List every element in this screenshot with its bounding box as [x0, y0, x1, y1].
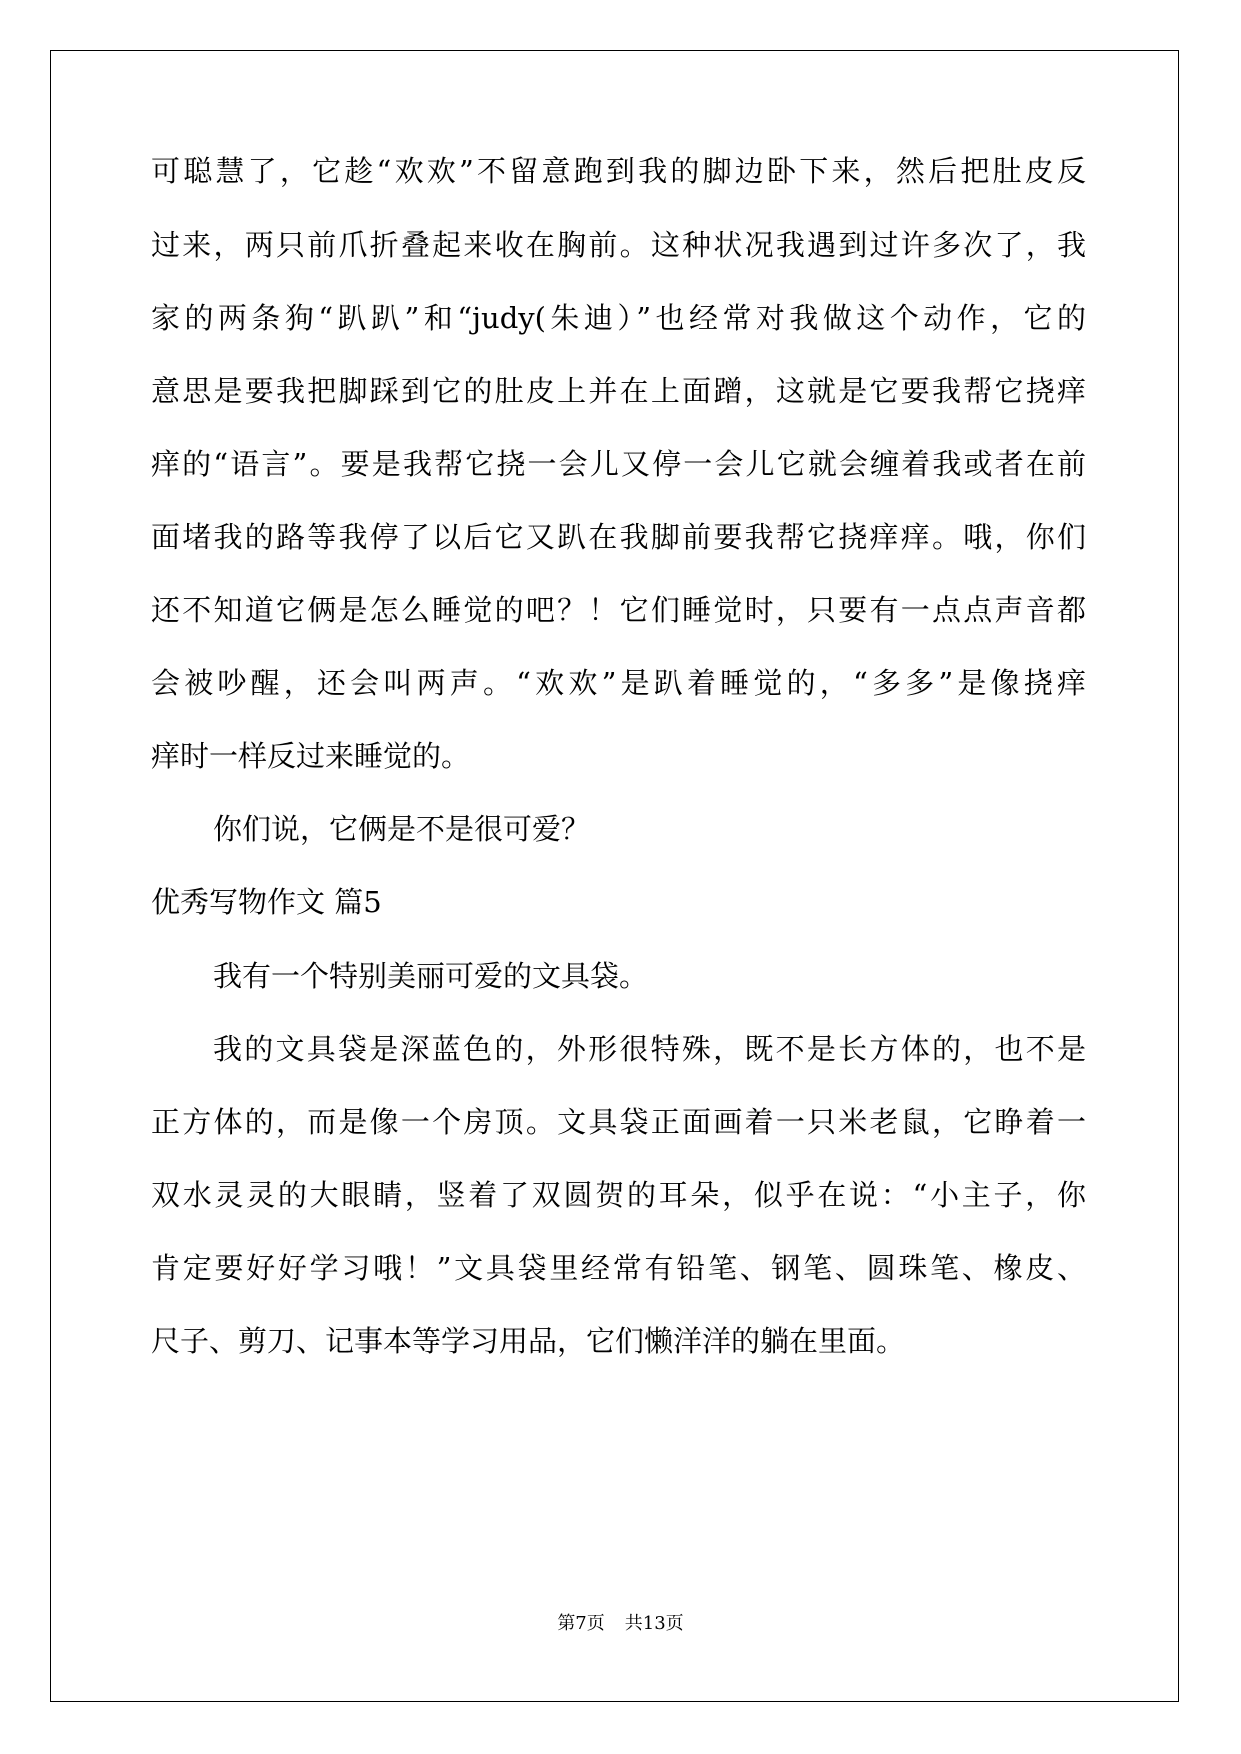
- section-heading: 优秀写物作文 篇5: [151, 885, 382, 919]
- body-text-line: 家的两条狗“趴趴”和“judy(朱迪）”也经常对我做这个动作，它的: [151, 301, 1086, 335]
- body-text-line: 面堵我的路等我停了以后它又趴在我脚前要我帮它挠痒痒。哦，你们: [151, 520, 1086, 554]
- body-text-line: 双水灵灵的大眼睛，竖着了双圆贺的耳朵，似乎在说：“小主子，你: [151, 1178, 1086, 1212]
- page-number: 第7页: [557, 1613, 605, 1634]
- page-footer: [0, 1613, 1241, 1635]
- body-text-line: 正方体的，而是像一个房顶。文具袋正面画着一只米老鼠，它睁着一: [151, 1105, 1086, 1139]
- body-text-line: 可聪慧了，它趁“欢欢”不留意跑到我的脚边卧下来，然后把肚皮反: [151, 154, 1086, 188]
- page-total: 共13页: [624, 1613, 684, 1634]
- body-text-line: 意思是要我把脚踩到它的肚皮上并在上面蹭，这就是它要我帮它挠痒: [151, 374, 1086, 408]
- page-border: [50, 50, 1179, 1702]
- body-text-line: 过来，两只前爪折叠起来收在胸前。这种状况我遇到过许多次了，我: [151, 228, 1086, 262]
- body-text-line: 你们说，它俩是不是很可爱？: [213, 812, 591, 846]
- body-text-line: 我有一个特别美丽可爱的文具袋。: [213, 959, 649, 993]
- body-text-line: 肯定要好好学习哦！”文具袋里经常有铅笔、钢笔、圆珠笔、橡皮、: [151, 1251, 1086, 1285]
- body-text-line: 尺子、剪刀、记事本等学习用品，它们懒洋洋的躺在里面。: [151, 1324, 906, 1358]
- body-text-line: 痒时一样反过来睡觉的。: [151, 739, 471, 773]
- body-text-line: 还不知道它俩是怎么睡觉的吧？！它们睡觉时，只要有一点点声音都: [151, 593, 1086, 627]
- body-text-line: 会被吵醒，还会叫两声。“欢欢”是趴着睡觉的，“多多”是像挠痒: [151, 666, 1086, 700]
- body-text-line: 我的文具袋是深蓝色的，外形很特殊，既不是长方体的，也不是: [213, 1032, 1086, 1066]
- body-text-line: 痒的“语言”。要是我帮它挠一会儿又停一会儿它就会缠着我或者在前: [151, 447, 1086, 481]
